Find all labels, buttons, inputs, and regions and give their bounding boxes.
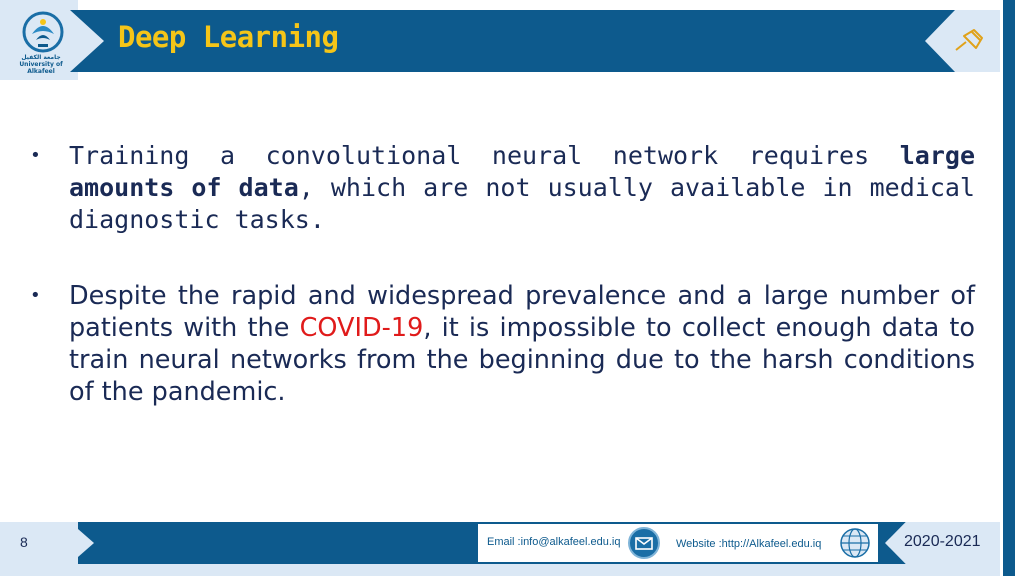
footer-left-panel: [0, 522, 78, 564]
website-value: http://Alkafeel.edu.iq: [721, 538, 822, 550]
slide-content: [30, 140, 975, 408]
bullet-bold-text: large amounts of data: [69, 141, 975, 202]
right-rail-bar: [1003, 0, 1015, 576]
bullet-text: Despite the rapid and widespread prevalence and a large number of patients with the: [69, 281, 975, 343]
email-link[interactable]: [487, 536, 620, 548]
logo-caption: [8, 54, 74, 75]
bullet-dot: •: [30, 145, 41, 166]
bullet-item: [30, 140, 975, 236]
logo-caption-english: University of Alkafeel: [19, 61, 63, 75]
footer-bottom-strip: [0, 564, 1000, 576]
slide-title: Deep Learning: [118, 20, 339, 54]
academic-year: 2020-2021: [904, 533, 981, 550]
slide-footer: [0, 522, 1000, 564]
website-label: Website :: [676, 538, 722, 550]
header-notch-left: [70, 10, 104, 72]
mail-icon[interactable]: [628, 527, 660, 559]
page-number: 8: [20, 534, 28, 550]
bullet-item: [30, 280, 975, 408]
logo-caption-arabic: جامعة الكفيل: [21, 54, 61, 61]
globe-icon[interactable]: [838, 526, 872, 560]
bullet-highlight-text: COVID-19: [299, 313, 424, 343]
bullet-text: , it is impossible to collect enough data to train neural networks from the beginning due to the harsh conditions of the pandemic.: [69, 313, 976, 407]
pushpin-icon: [952, 26, 988, 54]
footer-left-notch: [70, 522, 94, 564]
email-value: info@alkafeel.edu.iq: [520, 536, 621, 548]
bullet-dot: •: [30, 285, 41, 306]
website-link[interactable]: [676, 538, 821, 550]
bullet-text: , which are not usually available in medical diagnostic tasks.: [69, 173, 975, 234]
bullet-text: Training a convolutional neural network requires: [69, 141, 900, 170]
slide-header: [0, 0, 1024, 80]
email-label: Email :: [487, 536, 521, 548]
